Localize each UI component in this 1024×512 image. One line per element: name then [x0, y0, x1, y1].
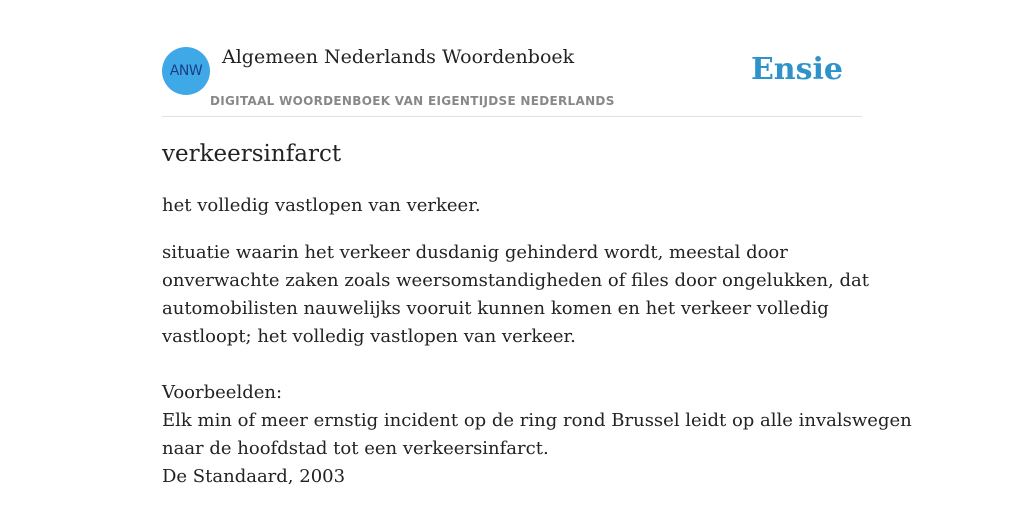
anw-logo[interactable]: [162, 47, 210, 95]
example-source: De Standaard, 2003: [162, 466, 346, 487]
entry-word: verkeersinfarct: [162, 141, 342, 167]
short-definition: het volledig vastlopen van verkeer.: [162, 195, 481, 216]
site-title[interactable]: Algemeen Nederlands Woordenboek: [222, 46, 575, 68]
entry-content: [162, 138, 912, 491]
site-subtitle: DIGITAAL WOORDENBOEK VAN EIGENTIJDSE NEDERLANDS: [210, 94, 615, 108]
site-header: [162, 0, 862, 117]
example-line: Elk min of meer ernstig incident op de ring rond Brussel leidt op alle invalswegen: [162, 410, 912, 431]
ensie-brand-logo[interactable]: Ensie: [750, 52, 843, 87]
long-definition: situatie waarin het verkeer dusdanig gehinderd wordt, meestal door onverwachte zaken zoals weersomstandigheden of files door ongelukken, dat automobilisten nauwelijks vooruit kunnen komen en het verkeer volledig vastloopt; het volledig vastlopen van verkeer.: [162, 242, 869, 347]
logo-text: ANW: [169, 63, 203, 79]
examples-label: Voorbeelden:: [162, 382, 283, 403]
example-line: naar de hoofdstad tot een verkeersinfarct.: [162, 438, 549, 459]
spacer: [162, 351, 882, 379]
